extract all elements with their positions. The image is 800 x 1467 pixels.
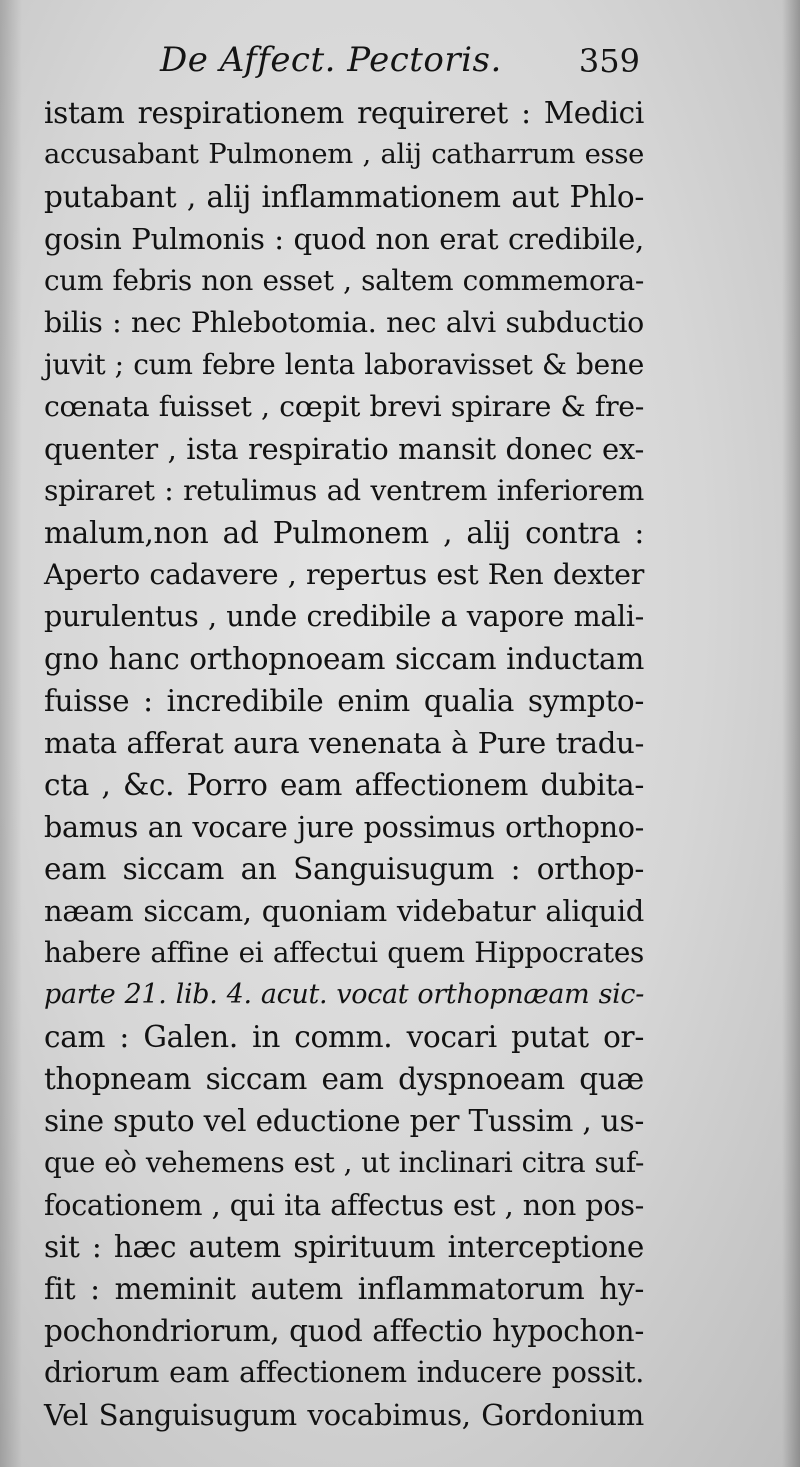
text-line: habere affine ei affectui quem Hippocrates [44,936,644,969]
text-line: mata afferat aura venenata à Pure tradu- [44,726,644,760]
text-line: quenter , ista respiratio mansit donec ex- [44,432,644,466]
text-line: thopneam siccam eam dyspnoeam quæ [44,1062,644,1096]
text-line-italic: parte 21. lib. 4. acut. vocat orthopnæam sic- [44,979,644,1010]
text-line: næam siccam, quoniam videbatur aliquid [44,894,644,928]
page-gutter-shadow [0,0,22,1467]
text-line: Aperto cadavere , repertus est Ren dexter [44,558,644,591]
body-text [44,92,644,1436]
text-line: bilis : nec Phlebotomia. nec alvi subductio [44,306,644,339]
text-line: fuisse : incredibile enim qualia sympto- [44,684,644,718]
text-line: cœnata fuisset , cœpit brevi spirare & fre- [44,390,644,423]
text-line: sit : hæc autem spirituum interceptione [44,1230,644,1264]
text-line: sine sputo vel eductione per Tussim , us- [44,1104,644,1138]
text-line: purulentus , unde credibile a vapore mali- [44,600,644,633]
text-line: driorum eam affectionem inducere possit. [44,1356,644,1389]
text-line: accusabant Pulmonem , alij catharrum esse [44,139,644,170]
text-line: putabant , alij inflammationem aut Phlo- [44,180,644,214]
text-line: eam siccam an Sanguisugum : orthop- [44,852,644,886]
text-line: gno hanc orthopnoeam siccam inductam [44,642,644,676]
page-header [160,40,640,90]
text-line: cam : Galen. in comm. vocari putat or- [44,1020,644,1054]
running-title: De Affect. Pectoris. [160,40,502,80]
text-line: cta , &c. Porro eam affectionem dubita- [44,768,644,802]
text-line: cum febris non esset , saltem commemora- [44,264,644,297]
text-line: focationem , qui ita affectus est , non pos- [44,1188,644,1222]
text-line: spiraret : retulimus ad ventrem inferiorem [44,474,644,507]
text-line: Vel Sanguisugum vocabimus, Gordonium [44,1398,644,1432]
text-line: istam respirationem requireret : Medici [44,96,644,130]
page-number: 359 [578,42,640,80]
text-line: fit : meminit autem inflammatorum hy- [44,1272,644,1306]
text-line: gosin Pulmonis : quod non erat credibile, [44,222,644,256]
text-line: juvit ; cum febre lenta laboravisset & bene [44,348,644,381]
text-line: pochondriorum, quod affectio hypochon- [44,1314,644,1348]
text-line: que eò vehemens est , ut inclinari citra suf- [44,1146,644,1179]
text-line: bamus an vocare jure possimus orthopno- [44,810,644,844]
text-line: malum,non ad Pulmonem , alij contra : [44,516,644,550]
page-edge-shadow [782,0,800,1467]
